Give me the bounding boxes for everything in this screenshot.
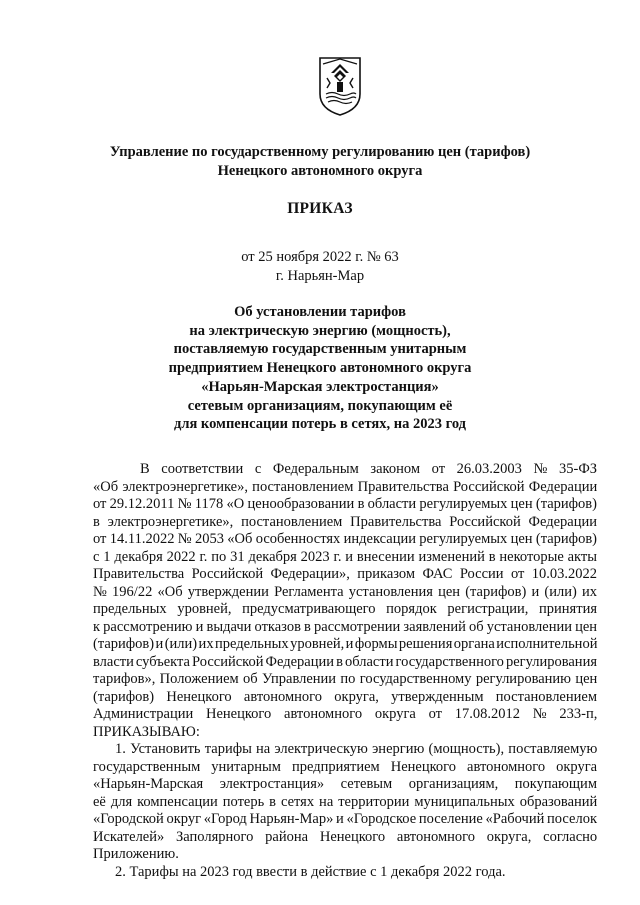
- preamble-paragraph: [93, 461, 597, 741]
- subject-line: «Нарьян-Марская электростанция»: [201, 378, 439, 395]
- authority-header: [0, 143, 640, 181]
- item-1-line: 1. Установить тарифы на электрическую энергию (мощность), поставляемую: [115, 741, 598, 757]
- item-1-paragraph: [93, 741, 597, 864]
- subject-line: на электрическую энергию (мощность),: [189, 322, 451, 339]
- document-body: [93, 461, 597, 881]
- document-type: ПРИКАЗ: [287, 200, 353, 217]
- preamble-line: (тарифов) и (или) их предельных уровней, и формы решения органа исполнительной: [93, 636, 598, 652]
- coat-of-arms-icon: [318, 56, 362, 116]
- preamble-line: от 29.12.2011 № 1178 «О ценообразовании в области регулируемых цен (тарифов): [93, 496, 597, 512]
- preamble-line: В соответствии с Федеральным законом от 26.03.2003 № 35-ФЗ: [140, 461, 598, 477]
- item-1-line: Приложению.: [93, 846, 179, 862]
- item-1-line: «Нарьян-Марская электростанция» сетевым организациям, покупающим: [93, 776, 597, 792]
- subject-line: Об установлении тарифов: [234, 304, 406, 320]
- coat-of-arms-emblem: [318, 56, 362, 116]
- preamble-line: к рассмотрению и выдачи отказов в рассмотрении заявлений об установлении цен: [93, 618, 598, 635]
- preamble-line: от 14.11.2022 № 2053 «Об особенностях индексации регулируемых цен (тарифов): [93, 531, 597, 547]
- item-1-line: государственным унитарным предприятием Ненецкого автономного округа: [93, 758, 598, 775]
- preamble-line: в электроэнергетике», постановлением Правительства Российской Федерации: [93, 513, 598, 530]
- authority-line-1: Управление по государственному регулированию цен (тарифов): [109, 144, 531, 160]
- document-subject: [0, 303, 640, 434]
- preamble-line: с 1 декабря 2022 г. по 31 декабря 2023 г. и внесении изменений в некоторые акты: [93, 548, 597, 565]
- preamble-line: № 196/22 «Об утверждении Регламента установления цен (тарифов) и (или) их: [93, 583, 597, 600]
- subject-line: сетевым организациям, покупающим её: [187, 397, 453, 414]
- preamble-line: Администрации Ненецкого автономного округа от 17.08.2012 № 233-п,: [93, 706, 598, 722]
- preamble-line: (тарифов) Ненецкого автономного округа, утвержденным постановлением: [93, 688, 597, 705]
- order-keyword: ПРИКАЗЫВАЮ:: [93, 723, 200, 740]
- subject-line: предприятием Ненецкого автономного округа: [168, 360, 472, 377]
- preamble-line: тарифов», Положением об Управлении по государственному регулированию цен: [93, 671, 598, 687]
- subject-line: поставляемую государственным унитарным: [173, 341, 467, 358]
- item-1-line: Искателей» Заполярного района Ненецкого автономного округа, согласно: [93, 828, 598, 845]
- item-1-line: её для компенсации потерь в сетях на территории муниципальных образований: [93, 793, 598, 810]
- preamble-line: «Об электроэнергетике», постановлением Правительства Российской Федерации: [93, 478, 598, 495]
- place-of-issue: г. Нарьян-Мар: [275, 268, 365, 284]
- authority-line-2: Ненецкого автономного округа: [217, 163, 423, 179]
- preamble-line: Правительства Российской Федерации», приказом ФАС России от 10.03.2022: [93, 566, 597, 582]
- preamble-line: предельных уровней, предусматривающего порядок регистрации, принятия: [93, 601, 597, 617]
- dateline: [0, 248, 640, 286]
- item-2-paragraph: 2. Тарифы на 2023 год ввести в действие с 1 декабря 2022 года.: [115, 863, 506, 880]
- subject-line: для компенсации потерь в сетях, на 2023 год: [173, 416, 466, 433]
- date-and-number: от 25 ноября 2022 г. № 63: [241, 249, 399, 265]
- preamble-line: власти субъекта Российской Федерации в области государственного регулирования: [93, 653, 597, 670]
- item-1-line: «Городской округ «Город Нарьян-Мар» и «Городское поселение «Рабочий поселок: [93, 811, 597, 827]
